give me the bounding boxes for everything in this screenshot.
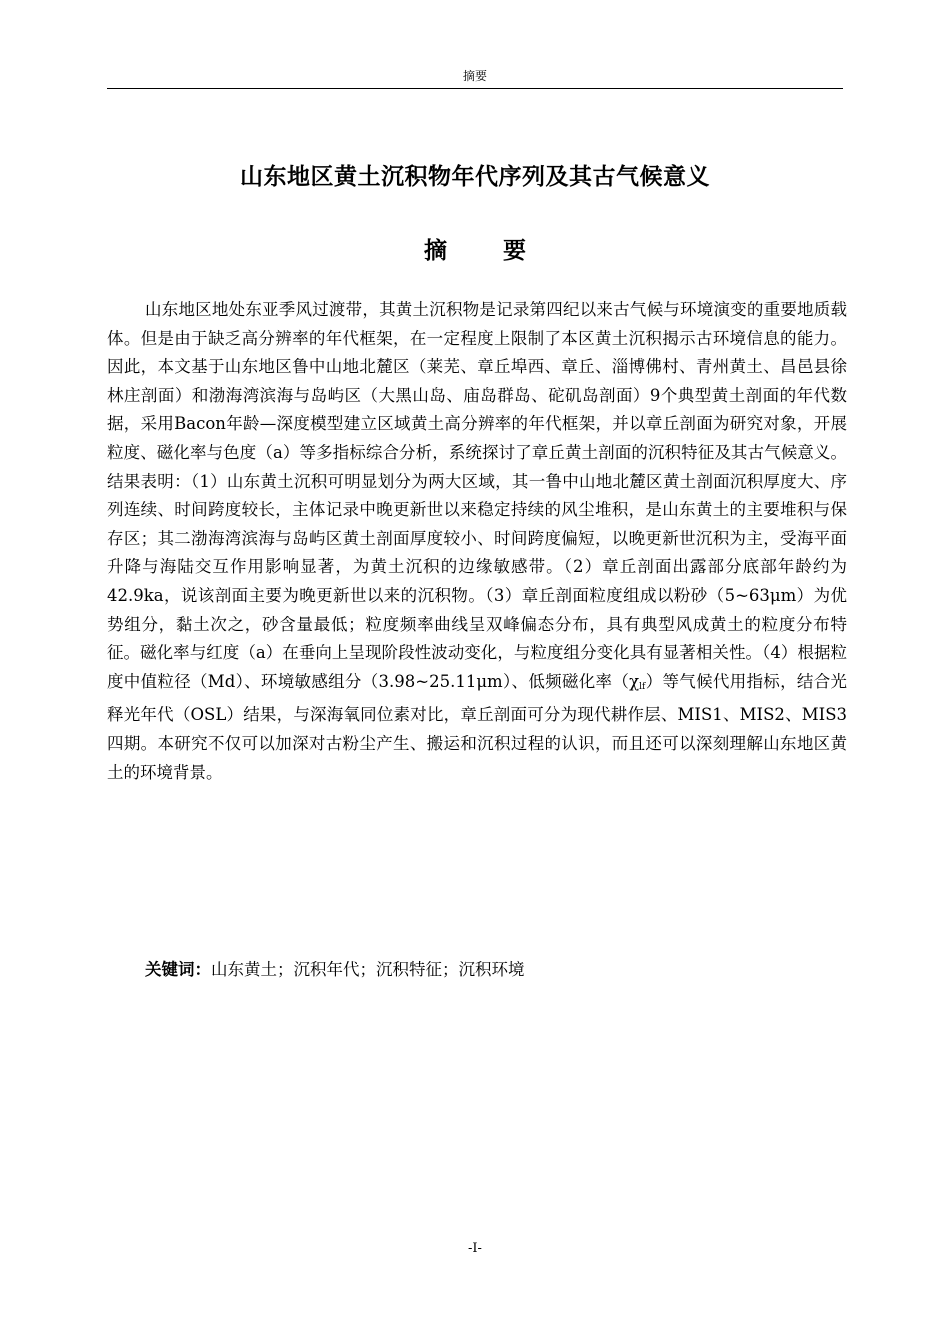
- keywords-line: [145, 956, 845, 984]
- keywords-value: 山东黄土；沉积年代；沉积特征；沉积环境: [211, 960, 525, 979]
- abstract-text-part1: 山东地区地处东亚季风过渡带，其黄土沉积物是记录第四纪以来古气候与环境演变的重要地质载体。但是由于缺乏高分辨率的年代框架，在一定程度上限制了本区黄土沉积揭示古环境信息的能力。因此，本文基于山东地区鲁中山地北麓区（莱芜、章丘埠西、章丘、淄博佛村、青州黄土、昌邑县徐林庄剖面）和渤海湾滨海与岛屿区（大黑山岛、庙岛群岛、砣矶岛剖面）9个典型黄土剖面的年代数据，采用Bacon年龄—深度模型建立区域黄土高分辨率的年代框架，并以章丘剖面为研究对象，开展粒度、磁化率与色度（a）等多指标综合分析，系统探讨了章丘黄土剖面的沉积特征及其古气候意义。结果表明：（1）山东黄土沉积可明显划分为两大区域，其一鲁中山地北麓区黄土剖面沉积厚度大、序列连续、时间跨度较长，主体记录中晚更新世以来稳定持续的风尘堆积，是山东黄土的主要堆积与保存区；其二渤海湾滨海与岛屿区黄土剖面厚度较小、时间跨度偏短，以晚更新世沉积为主，受海平面升降与海陆交互作用影响显著，为黄土沉积的边缘敏感带。（2）章丘剖面出露部分底部年龄约为42.9ka，说该剖面主要为晚更新世以来的沉积物。（3）章丘剖面粒度组成以粉砂（5~63μm）为优势组分，黏土次之，砂含量最低；粒度频率曲线呈双峰偏态分布，具有典型风成黄土的粒度分布特征。磁化率与红度（a）在垂向上呈现阶段性波动变化，与粒度组分变化具有显著相关性。（4）根据粒度中值粒径（Md）、环境敏感组分（3.98~25.11μm）、低频磁化率（χ: [107, 300, 847, 691]
- keywords-label: 关键词：: [145, 960, 211, 979]
- document-title: 山东地区黄土沉积物年代序列及其古气候意义: [240, 164, 710, 190]
- abstract-paragraph: [107, 296, 847, 787]
- header-divider: [107, 88, 843, 89]
- page-number: -I-: [468, 1241, 482, 1256]
- chi-subscript: lf: [639, 681, 646, 692]
- abstract-heading: 摘 要: [423, 238, 550, 264]
- abstract-text-part2: ）等气候代用指标，结合光释光年代（OSL）结果，与深海氧同位素对比，章丘剖面可分为现代耕作层、MIS1、MIS2、MIS3四期。本研究不仅可以加深对古粉尘产生、搬运和沉积过程的认识，而且还可以深刻理解山东地区黄土的环境背景。: [107, 671, 848, 782]
- running-header: 摘要: [462, 69, 487, 83]
